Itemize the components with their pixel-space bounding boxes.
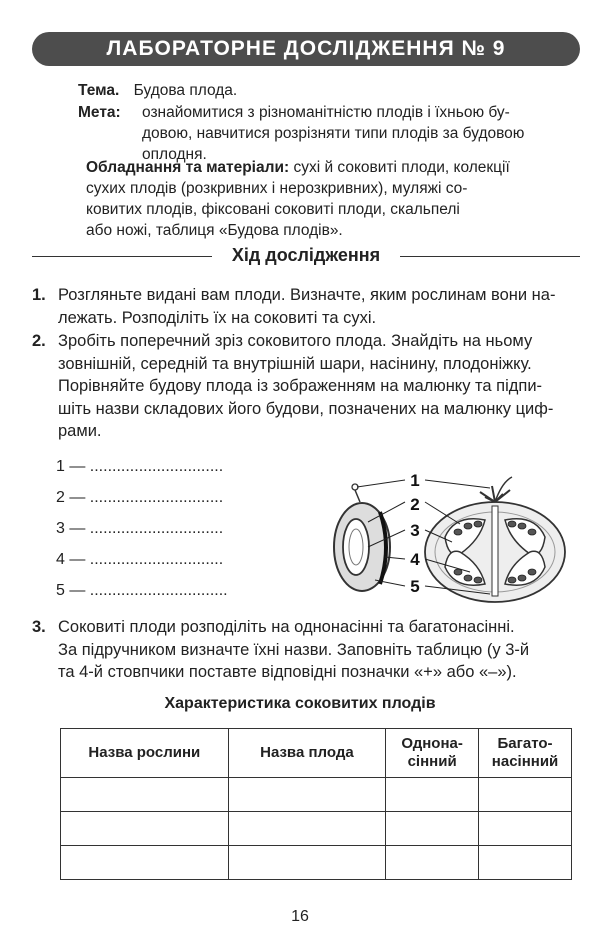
- answer-line-2[interactable]: 2 — ..............................: [56, 489, 224, 506]
- fruit-characteristics-table: [60, 728, 572, 880]
- figure-label-4: 4: [410, 550, 420, 569]
- section-divider: [32, 246, 580, 266]
- table-cell[interactable]: [479, 778, 572, 812]
- step-line: За підручником визначте їхні назви. Заповніть таблицю (у 3-й: [58, 640, 530, 659]
- step-line: Порівняйте будову плода із зображенням на малюнку та підпи-: [58, 377, 543, 395]
- step-line: Розгляньте видані вам плоди. Визначте, яким рослинам вони на-: [58, 286, 556, 304]
- step-line: Зробіть поперечний зріз соковитого плода. Знайдіть на ньому: [58, 332, 533, 350]
- equipment-block: [86, 157, 586, 241]
- page-number: 16: [291, 908, 309, 925]
- answer-line-4[interactable]: 4 — ..............................: [56, 551, 224, 568]
- header-many-seeded: Багато- насінний: [479, 729, 572, 778]
- fruit-figure: [320, 462, 580, 612]
- cherry-section-illustration: [334, 484, 390, 591]
- divider-line-right: [400, 256, 580, 257]
- step-number: 2.: [32, 332, 46, 350]
- header-fruit-name: Назва плода: [228, 729, 386, 778]
- table-cell[interactable]: [479, 846, 572, 880]
- table-cell[interactable]: [228, 812, 386, 846]
- step-3: [32, 616, 582, 684]
- step-line: шіть назви складових його будови, позначених на малюнку циф-: [58, 399, 554, 418]
- header-single-seeded: Однона- сінний: [386, 729, 479, 778]
- step-line: та 4-й стовпчики поставте відповідні позначки «+» або «–»).: [58, 663, 517, 681]
- figure-label-3: 3: [410, 521, 420, 540]
- step-1: [32, 284, 582, 329]
- table-row: [61, 778, 572, 812]
- topic-label: Тема.: [78, 82, 120, 99]
- lab-title-banner: [32, 32, 580, 66]
- equipment-line-2: сухих плодів (розкривних і нерозкривних), муляжі со-: [86, 180, 468, 197]
- table-cell[interactable]: [479, 812, 572, 846]
- topic-text: Будова плода.: [133, 82, 238, 99]
- answer-line-5[interactable]: 5 — ...............................: [56, 582, 228, 599]
- goal-line-1: ознайомитися з різноманітністю плодів і їхньою бу-: [142, 104, 510, 121]
- equipment-line-1: сухі й соковиті плоди, колекції: [293, 159, 510, 176]
- table-cell[interactable]: [228, 846, 386, 880]
- table-row: [61, 846, 572, 880]
- step-2: [32, 330, 582, 443]
- section-title: Хід дослідження: [231, 245, 381, 265]
- figure-label-5: 5: [410, 577, 420, 596]
- topic-block: [78, 80, 578, 101]
- goal-block: [78, 102, 588, 163]
- figure-label-2: 2: [410, 495, 420, 514]
- goal-line-2: довою, навчитися розрізняти типи плодів за будовою: [142, 125, 525, 142]
- table-cell[interactable]: [61, 846, 229, 880]
- table-header-row: [61, 729, 572, 778]
- table-cell[interactable]: [228, 778, 386, 812]
- goal-label: Мета:: [78, 104, 121, 121]
- step-line: зовнішній, середній та внутрішній шари, насінину, плодоніжку.: [58, 354, 532, 373]
- table-row: [61, 812, 572, 846]
- step-number: 3.: [32, 618, 46, 636]
- table-cell[interactable]: [61, 812, 229, 846]
- answer-line-1[interactable]: 1 — ..............................: [56, 458, 224, 475]
- table-cell[interactable]: [386, 846, 479, 880]
- step-number: 1.: [32, 286, 46, 304]
- header-plant-name: Назва рослини: [61, 729, 229, 778]
- goal-line-3: оплодня.: [142, 146, 207, 163]
- step-line: лежать. Розподіліть їх на соковиті та сухі.: [58, 308, 377, 327]
- equipment-line-3: ковитих плодів, фіксовані соковиті плоди, скальпелі: [86, 201, 460, 218]
- answer-line-3[interactable]: 3 — ..............................: [56, 520, 224, 537]
- step-line: рами.: [58, 422, 102, 440]
- equipment-label: Обладнання та матеріали:: [86, 159, 290, 176]
- table-cell[interactable]: [386, 812, 479, 846]
- equipment-line-4: або ножі, таблиця «Будова плодів».: [86, 222, 343, 239]
- table-cell[interactable]: [386, 778, 479, 812]
- lab-title: ЛАБОРАТОРНЕ ДОСЛІДЖЕННЯ № 9: [106, 37, 506, 60]
- table-cell[interactable]: [61, 778, 229, 812]
- table-caption: Характеристика соковитих плодів: [164, 695, 436, 712]
- figure-label-1: 1: [410, 471, 420, 490]
- step-line: Соковиті плоди розподіліть на однонасінні та багатонасінні.: [58, 618, 515, 636]
